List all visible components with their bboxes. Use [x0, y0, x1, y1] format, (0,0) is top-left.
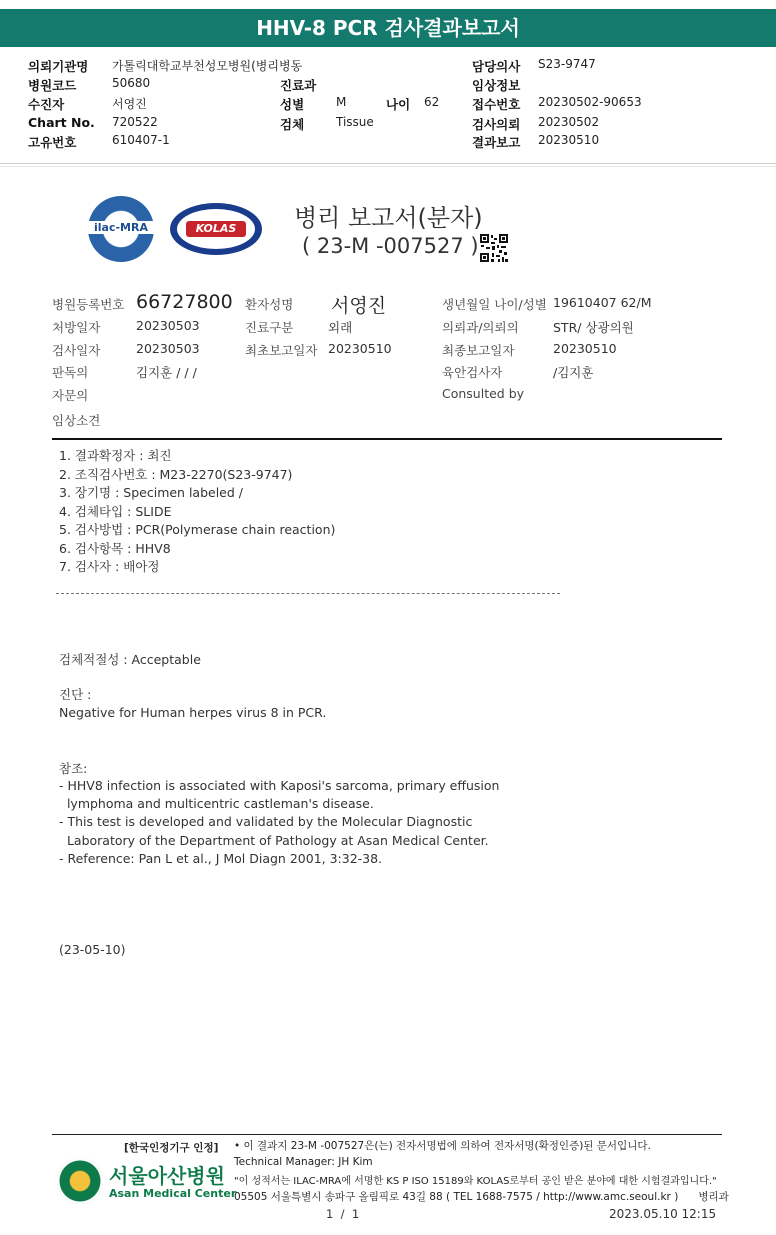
- visit-type-value: 외래: [328, 320, 353, 335]
- report-title-bar: HHV-8 PCR 검사결과보고서: [0, 9, 776, 47]
- age-value: 62: [424, 95, 440, 109]
- consulted-by-label: Consulted by: [442, 386, 525, 401]
- institution-label: 의뢰기관명: [28, 59, 89, 74]
- result-item: 3. 장기명 : Specimen labeled /: [59, 485, 243, 500]
- institution-value: 가톨릭대학교부천성모병원(병리병동: [112, 59, 303, 73]
- unique-label: 고유번호: [28, 135, 77, 150]
- clinical-findings-label: 임상소견: [52, 413, 101, 428]
- specimen-adequacy: 검체적절성 : Acceptable: [59, 652, 201, 667]
- first-report-label: 최초보고일자: [245, 343, 318, 358]
- reference-line: - This test is developed and validated by the Molecular Diagnostic: [59, 814, 473, 829]
- result-item: 5. 검사방법 : PCR(Polymerase chain reaction): [59, 522, 336, 537]
- hospital-name-en: Asan Medical Center: [109, 1187, 237, 1200]
- final-report-label: 최종보고일자: [442, 343, 515, 358]
- footer-accreditation-line: "이 성적서는 ILAC-MRA에 서명한 KS P ISO 15189와 KOLAS로부터 공인 받은 분야에 대한 시험결과입니다.": [234, 1176, 717, 1187]
- ilac-mra-logo: [88, 196, 154, 262]
- request-label: 검사의뢰: [472, 117, 521, 132]
- clinical-info-label: 임상정보: [472, 78, 521, 93]
- result-item: 6. 검사항목 : HHV8: [59, 541, 171, 556]
- specimen-value: Tissue: [336, 115, 374, 129]
- patient-section-divider: [52, 438, 722, 440]
- unique-value: 610407-1: [112, 133, 170, 147]
- report-date-note: (23-05-10): [59, 942, 126, 957]
- visit-type-label: 진료구분: [245, 320, 294, 335]
- footer-technical-manager: Technical Manager: JH Kim: [234, 1156, 373, 1168]
- examinee-value: 서영진: [112, 97, 147, 111]
- examinee-label: 수진자: [28, 97, 65, 112]
- result-item: 7. 검사자 : 배아정: [59, 559, 160, 574]
- dob-value: 19610407 62/M: [553, 295, 652, 310]
- cert-label: [한국인정기구 인정]: [124, 1142, 219, 1154]
- gross-examiner-label: 육안검사자: [442, 365, 503, 380]
- kolas-logo: [170, 203, 262, 255]
- result-item: 2. 조직검사번호 : M23-2270(S23-9747): [59, 467, 293, 482]
- sex-label: 성별: [280, 97, 305, 112]
- referral-label: 의뢰과/의뢰의: [442, 320, 519, 335]
- report-heading: 병리 보고서(분자): [294, 204, 483, 232]
- reference-label: 참조:: [59, 761, 88, 776]
- footer-divider: [52, 1134, 722, 1135]
- gross-examiner-value: /김지훈: [553, 365, 594, 380]
- attending-label: 담당의사: [472, 59, 521, 74]
- chart-label: Chart No.: [28, 115, 95, 130]
- report-number: ( 23-M -007527 ): [302, 234, 479, 258]
- age-label: 나이: [386, 97, 411, 112]
- request-value: 20230502: [538, 115, 600, 129]
- report-date-value: 20230510: [538, 133, 600, 147]
- asan-emblem-icon: [57, 1158, 103, 1204]
- attending-value: S23-9747: [538, 57, 596, 71]
- prescription-date-label: 처방일자: [52, 320, 101, 335]
- result-item: 4. 검체타입 : SLIDE: [59, 504, 172, 519]
- exam-date-label: 검사일자: [52, 343, 101, 358]
- referral-value: STR/ 상광의원: [553, 320, 634, 335]
- footer-address: 05505 서울특별시 송파구 올림픽로 43길 88 ( TEL 1688-7575 / http://www.amc.seoul.kr ) 병리과: [234, 1191, 729, 1203]
- ilac-logo-text: ilac-MRA: [88, 221, 154, 234]
- kolas-logo-text: KOLAS: [186, 221, 246, 237]
- sex-value: M: [336, 95, 347, 109]
- reader-label: 판독의: [52, 365, 89, 380]
- header-divider: [0, 163, 776, 164]
- chart-value: 720522: [112, 115, 158, 129]
- reference-line: - HHV8 infection is associated with Kaposi's sarcoma, primary effusion: [59, 778, 500, 793]
- footer-signature-line: • 이 결과지 23-M -007527은(는) 전자서명법에 의하여 전자서명(확정인증)된 문서입니다.: [234, 1140, 651, 1152]
- print-timestamp: 2023.05.10 12:15: [609, 1207, 717, 1221]
- prescription-date-value: 20230503: [136, 318, 200, 333]
- hospital-name-kr: 서울아산병원: [109, 1164, 225, 1188]
- reader-value: 김지훈 / / /: [136, 365, 197, 380]
- report-date-label: 결과보고: [472, 135, 521, 150]
- diagnosis-label: 진단 :: [59, 687, 92, 702]
- reg-no-value: 66727800: [136, 291, 233, 313]
- patient-name-value: 서영진: [331, 295, 387, 317]
- hospital-code-label: 병원코드: [28, 78, 77, 93]
- dept-label: 진료과: [280, 78, 317, 93]
- dashed-separator: [56, 593, 560, 594]
- reg-no-label: 병원등록번호: [52, 297, 125, 312]
- result-item: 1. 결과확정자 : 최진: [59, 448, 172, 463]
- exam-date-value: 20230503: [136, 341, 200, 356]
- receipt-value: 20230502-90653: [538, 95, 642, 109]
- reference-line: - Reference: Pan L et al., J Mol Diagn 2001, 3:32-38.: [59, 851, 383, 866]
- reference-line: Laboratory of the Department of Pathology at Asan Medical Center.: [59, 833, 489, 848]
- receipt-label: 접수번호: [472, 97, 521, 112]
- dob-label: 생년월일 나이/성별: [442, 297, 547, 312]
- specimen-label: 검체: [280, 117, 305, 132]
- qr-code-icon: [479, 233, 509, 263]
- first-report-value: 20230510: [328, 341, 392, 356]
- advisor-label: 자문의: [52, 388, 89, 403]
- page-number: 1 / 1: [326, 1207, 360, 1221]
- hospital-code-value: 50680: [112, 76, 151, 90]
- diagnosis-text: Negative for Human herpes virus 8 in PCR.: [59, 705, 327, 720]
- header-divider-shadow: [0, 166, 776, 167]
- reference-line: lymphoma and multicentric castleman's disease.: [59, 796, 374, 811]
- patient-name-label: 환자성명: [245, 297, 294, 312]
- final-report-value: 20230510: [553, 341, 617, 356]
